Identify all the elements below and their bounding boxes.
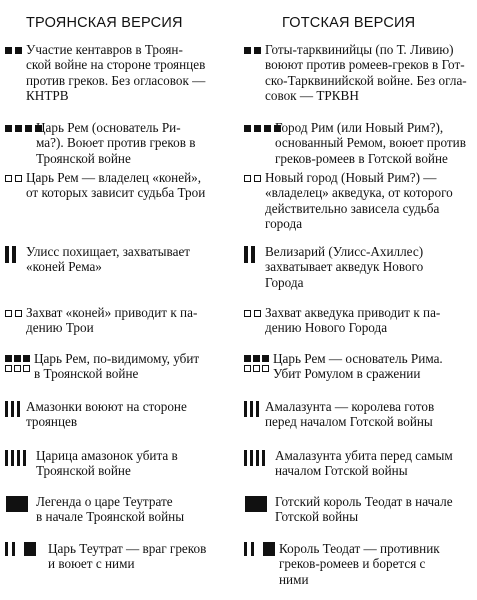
trojan-text: Легенда о царе Теутрате в начале Троянской войны [36, 494, 185, 525]
gothic-text: Король Теодат — противник греков-ромеев и борется с ними [279, 541, 440, 587]
gothic-text: Царь Рем — основатель Рима. Убит Ромулом в сражении [273, 351, 443, 382]
gothic-text: Готский король Теодат в начале Готской войны [275, 494, 453, 525]
three-bars-icon [5, 401, 20, 417]
two-filled-squares-icon [5, 47, 22, 54]
trojan-text: Участие кентавров в Троян- ской войне на стороне троянцев против греков. Без огласовок — КНТРВ [26, 42, 206, 103]
trojan-text: Царь Рем, по-видимому, убит в Троянской войне [34, 351, 200, 382]
two-thick-bars-icon [244, 246, 255, 263]
two-open-squares-icon [5, 175, 22, 182]
gothic-text: Готы-тарквинийцы (по Т. Ливию) воюют против ромеев-греков в Гот- ско-Тарквинийской войне. Без огла- совок — ТРКВН [265, 42, 467, 103]
gothic-text: Велизарий (Улисс-Ахиллес) захватывает акведук Нового Города [265, 244, 424, 290]
two-open-squares-icon [244, 310, 261, 317]
black-block-icon [6, 496, 28, 512]
two-filled-squares-icon [244, 47, 261, 54]
gothic-text: Город Рим (или Новый Рим?), основанный Ремом, воюет против греков-ромеев в Готской войне [275, 120, 466, 166]
two-bars-and-block-icon [244, 542, 275, 556]
gothic-text: Новый город (Новый Рим?) — «владелец» акведука, от которого действительно зависела судьба города [265, 170, 453, 231]
four-bars-icon [5, 450, 26, 466]
trojan-text: Улисс похищает, захватывает «коней Рема» [26, 244, 191, 275]
three-filled-three-open-squares-icon [5, 355, 30, 372]
trojan-text: Царь Рем (основатель Ри- ма?). Воюет против греков в Троянской войне [36, 120, 196, 166]
three-bars-icon [244, 401, 259, 417]
gothic-text: Амалазунта убита перед самым началом Готской войны [275, 448, 453, 479]
trojan-text: Захват «коней» приводит к па- дению Трои [26, 305, 198, 336]
trojan-text: Царица амазонок убита в Троянской войне [36, 448, 178, 479]
two-thick-bars-icon [5, 246, 16, 263]
trojan-text: Царь Теутрат — враг греков и воюет с ними [48, 541, 207, 572]
black-block-icon [245, 496, 267, 512]
gothic-text: Захват акведука приводит к па- дению Нового Города [265, 305, 441, 336]
two-open-squares-icon [5, 310, 22, 317]
two-open-squares-icon [244, 175, 261, 182]
gothic-text: Амалазунта — королева готов перед началом Готской войны [265, 399, 435, 430]
right-column-header: ГОТСКАЯ ВЕРСИЯ [282, 15, 416, 31]
left-column-header: ТРОЯНСКАЯ ВЕРСИЯ [26, 15, 183, 31]
four-bars-icon [244, 450, 265, 466]
trojan-text: Царь Рем — владелец «коней», от которых зависит судьба Трои [26, 170, 206, 201]
trojan-text: Амазонки воюют на стороне троянцев [26, 399, 187, 430]
two-bars-and-block-icon [5, 542, 36, 556]
three-filled-three-open-squares-icon [244, 355, 269, 372]
